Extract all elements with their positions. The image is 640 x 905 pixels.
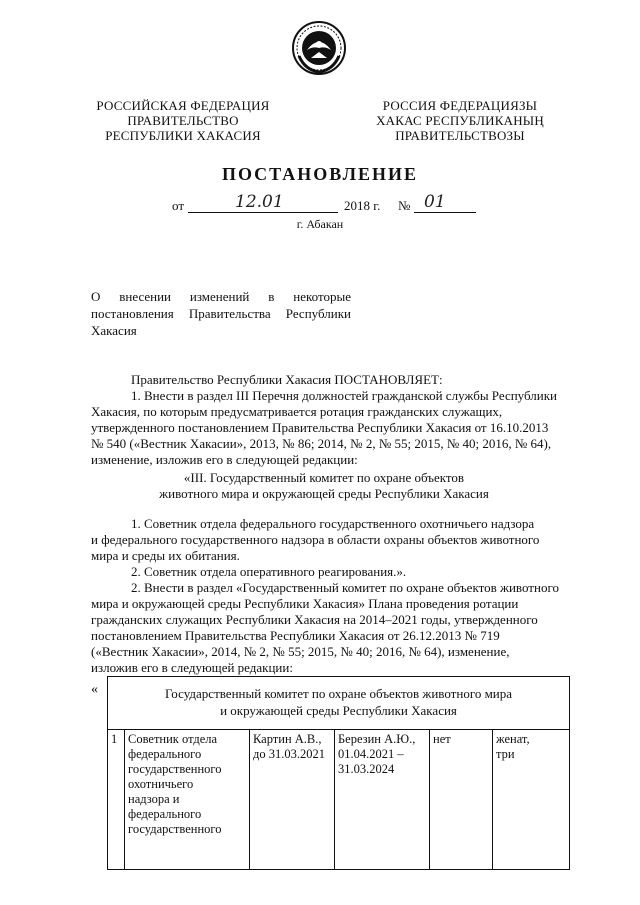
cell-line: государственного	[128, 762, 222, 776]
quote-title-line: «III. Государственный комитет по охране объектов	[183, 470, 465, 485]
header-right-line: ПРАВИТЕЛЬСТВОЗЫ	[395, 128, 525, 143]
header-right	[360, 98, 560, 143]
cell-num: 1	[108, 730, 125, 870]
cell-line: до 31.03.2021	[253, 747, 325, 761]
body-line: Хакасия, по которым предусматривается ротация гражданских служащих,	[91, 404, 503, 419]
body-line: и федерального государственного надзора в области охраны объектов животного	[91, 532, 540, 547]
number-underline	[414, 212, 476, 213]
body-line: 2. Внести в раздел «Государственный комитет по охране объектов животного	[131, 580, 559, 595]
quote-title	[91, 470, 557, 502]
cell-col4: нет	[430, 730, 493, 870]
cell-line: 31.03.2024	[338, 762, 395, 776]
quote-mark: «	[91, 682, 98, 697]
body-line: 1. Внести в раздел III Перечня должностей гражданской службы Республики	[131, 388, 558, 403]
cell-line: Советник отдела	[128, 732, 218, 746]
cell-line: федерального	[128, 807, 202, 821]
subject: О внесении изменений в некоторые постановления Правительства Республики Хакасия	[91, 289, 351, 338]
header-right-line: ХАКАС РЕСПУБЛИКАНЫҢ	[376, 113, 544, 128]
body-line: постановлением Правительства Республики Хакасия от 26.12.2013 № 719	[91, 628, 500, 643]
table-header-line: и окружающей среды Республики Хакасия	[220, 703, 457, 718]
cell-line: охотничьего	[128, 777, 194, 791]
year-label: 2018 г.	[344, 198, 381, 213]
header-left-line: РЕСПУБЛИКИ ХАКАСИЯ	[105, 128, 261, 143]
body-line: 1. Советник отдела федерального государственного охотничьего надзора	[131, 516, 535, 531]
header-left	[93, 98, 273, 143]
date-handwritten: 12.01	[235, 192, 284, 212]
body-line: 2. Советник отдела оперативного реагирования.».	[131, 564, 407, 579]
body-line: изложив его в следующей редакции:	[91, 660, 293, 675]
header-right-line: РОССИЯ ФЕДЕРАЦИЯЗЫ	[382, 98, 538, 113]
table-header-line: Государственный комитет по охране объектов животного мира	[164, 686, 513, 701]
header-left-line: ПРАВИТЕЛЬСТВО	[127, 113, 239, 128]
document-title: ПОСТАНОВЛЕНИЕ	[221, 164, 419, 184]
body-part-1	[91, 372, 557, 468]
cell-col5	[493, 730, 570, 870]
cell-line: Картин А.В.,	[253, 732, 322, 746]
city: г. Абакан	[296, 217, 344, 231]
cell-line: государственного	[128, 822, 222, 836]
cell-replacement	[335, 730, 430, 870]
body-line: мира и окружающей среды Республики Хакасия» Плана проведения ротации	[91, 596, 519, 611]
rotation-table	[107, 676, 570, 870]
cell-line: женат,	[496, 732, 530, 746]
cell-line: федерального	[128, 747, 202, 761]
cell-line: Березин А.Ю.,	[338, 732, 416, 746]
cell-line: надзора и	[128, 792, 180, 806]
body-line: изменение, изложив его в следующей редакции:	[91, 452, 358, 467]
quote-title-line: животного мира и окружающей среды Республики Хакасия	[159, 486, 489, 501]
cell-position	[125, 730, 250, 870]
body-part-2	[91, 516, 557, 676]
cell-line: три	[496, 747, 515, 761]
table-header-cell	[108, 677, 570, 730]
cell-line: 01.04.2021 –	[338, 747, 404, 761]
body-line: гражданских служащих Республики Хакасия на 2014–2021 годы, утвержденного	[91, 612, 538, 627]
body-line: мира и среды их обитания.	[91, 548, 240, 563]
emblem-icon	[291, 20, 347, 76]
header-left-line: РОССИЙСКАЯ ФЕДЕРАЦИЯ	[96, 98, 270, 113]
table-row	[108, 730, 570, 870]
number-handwritten: 01	[424, 192, 446, 212]
body-line: («Вестник Хакасии», 2014, № 2, № 55; 2015, № 40; 2016, № 64), изменение,	[91, 644, 510, 659]
number-label: №	[398, 198, 411, 213]
body-line: Правительство Республики Хакасия ПОСТАНОВЛЯЕТ:	[131, 372, 443, 387]
cell-current	[250, 730, 335, 870]
date-prefix: от	[172, 198, 185, 213]
body-line: утвержденного постановлением Правительства Республики Хакасия от 16.10.2013	[91, 420, 549, 435]
date-underline	[188, 212, 338, 213]
body-line: № 540 («Вестник Хакасии», 2013, № 86; 2014, № 2, № 55; 2015, № 40; 2016, № 64),	[91, 436, 552, 451]
table-header-row	[108, 677, 570, 730]
